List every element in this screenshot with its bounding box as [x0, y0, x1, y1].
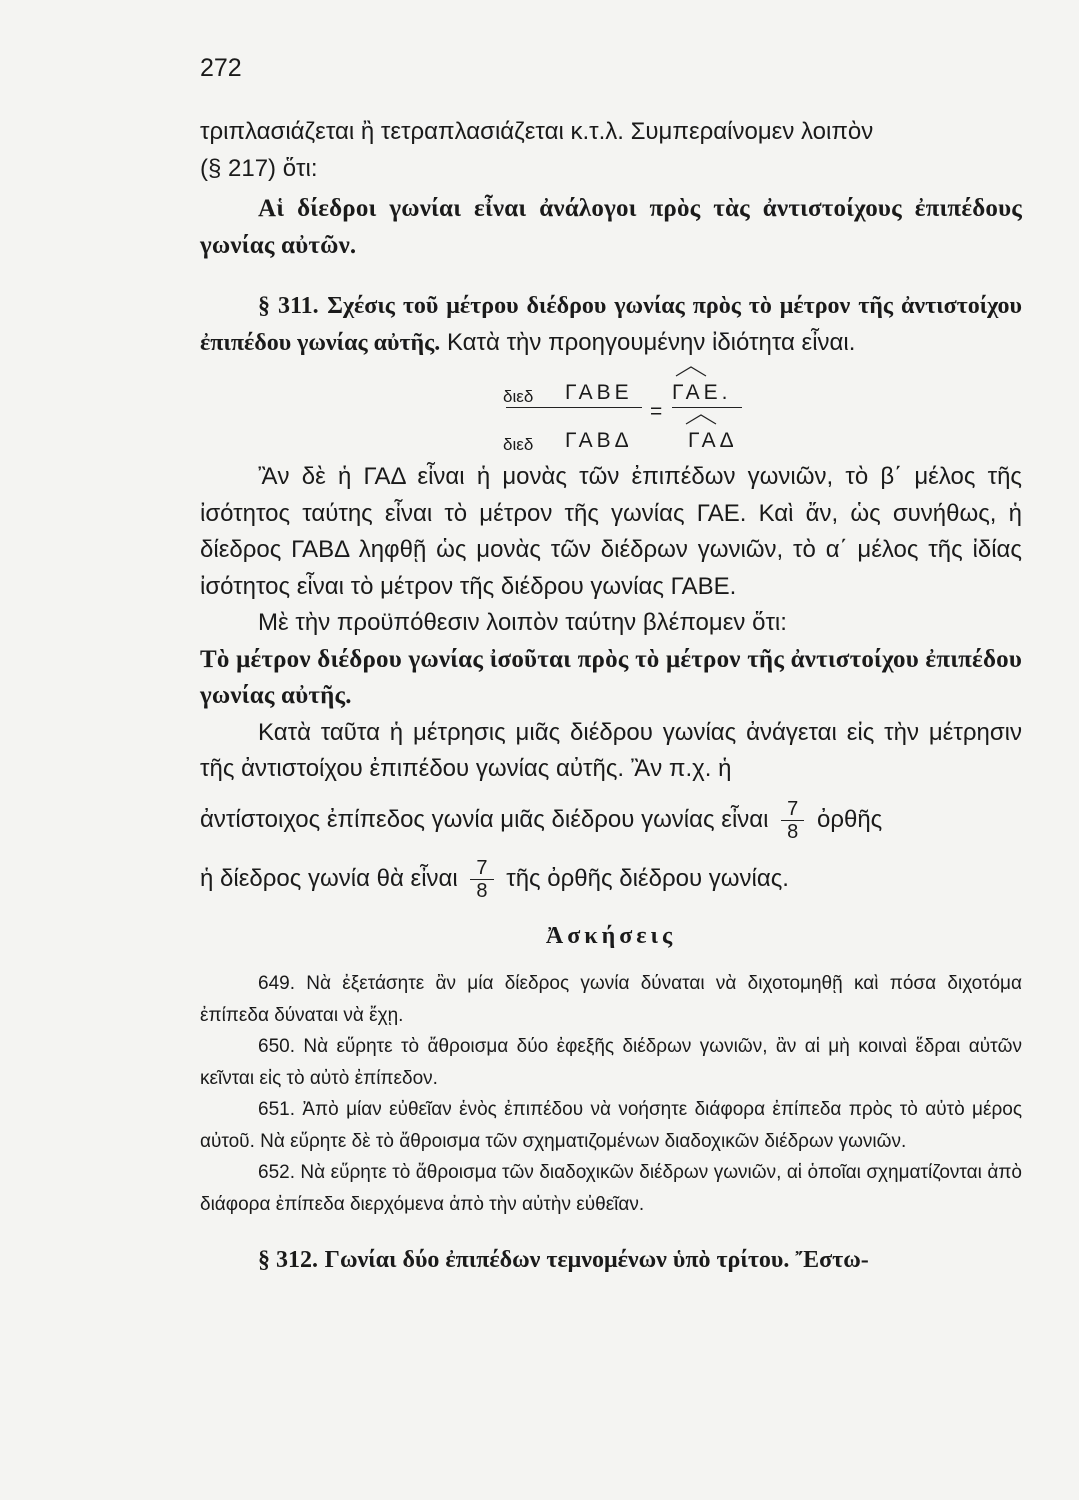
text-span: τῆς ὀρθῆς διέδρου γωνίας.: [506, 864, 789, 892]
fraction-seven-eighths: [781, 798, 804, 843]
fraction-numerator: 7: [470, 857, 493, 880]
section-title: Γωνίαι δύο ἐπιπέδων τεμνομένων ὑπὸ τρίτου. Ἔστω-: [324, 1247, 869, 1273]
section-title: Σχέσις τοῦ μέτρου διέδρου γωνίας πρὸς τὸ μέτρον τῆς ἀντιστοίχου ἐπιπέδου γωνίας αὐτῆς.: [200, 293, 1022, 356]
formula-num-left: ΓΑΒΕ: [565, 381, 633, 404]
formula-den-label: διεδ: [503, 435, 534, 454]
page-body: [200, 114, 1022, 1279]
formula-num-label: διεδ: [503, 387, 534, 406]
exercises-title: Ἀσκήσεις: [545, 922, 677, 949]
exercise-item: 652. Νὰ εὕρητε τὸ ἄθροισμα τῶν διαδοχικῶν διέδρων γωνιῶν, αἱ ὁποῖαι σχηματίζονται ἀπὸ διάφορα ἐπίπεδα διερχόμενα ἀπὸ τὴν αὐτὴν εὐθεῖαν.: [200, 1162, 1022, 1215]
text-span: ὀρθῆς: [816, 805, 883, 833]
exercise-list: [200, 968, 1022, 1220]
text-span: ἀντίστοιχος ἐπίπεδος γωνία μιᾶς διέδρου γωνίας εἶναι: [200, 805, 769, 833]
section-312: [200, 1242, 1022, 1279]
fraction-denominator: 8: [476, 879, 488, 902]
page-number: 272: [200, 54, 242, 82]
ratio-formula: [200, 365, 1022, 453]
fraction-denominator: 8: [787, 820, 799, 843]
paragraph: Κατὰ ταῦτα ἡ μέτρησις μιᾶς διέδρου γωνίας ἀνάγεται εἰς τὴν μέτρησιν τῆς ἀντιστοίχου ἐπιπέδου γωνίας αὐτῆς. Ἂν π.χ. ἡ: [200, 718, 1022, 782]
section-311: [200, 288, 1022, 361]
exercise-item: 651. Ἀπὸ μίαν εὐθεῖαν ἑνὸς ἐπιπέδου νὰ νοήσητε διάφορα ἐπίπεδα πρὸς τὸ αὐτὸ μέρος αὐτοῦ. Νὰ εὕρητε δὲ τὸ ἄθροισμα τῶν σχηματιζομένων διαδοχικῶν διέδρων γωνιῶν.: [200, 1099, 1022, 1152]
formula-den-right: ΓΑΔ: [688, 429, 738, 452]
formula-num-right: ΓΑΕ.: [672, 381, 732, 404]
fraction-bar: [672, 407, 742, 408]
section-text: Κατὰ τὴν προηγουμένην ἰδιότητα εἶναι.: [446, 328, 856, 356]
section-number: § 312.: [258, 1247, 318, 1273]
section-number: § 311.: [258, 293, 319, 319]
theorem-statement: Τὸ μέτρον διέδρου γωνίας ἰσοῦται πρὸς τὸ μέτρον τῆς ἀντιστοίχου ἐπιπέδου γωνίας αὐτῆς.: [200, 645, 1022, 709]
paragraph-with-fraction: [200, 798, 1022, 843]
fraction-bar: [506, 407, 642, 408]
text-span: ἡ δίεδρος γωνία θὰ εἶναι: [200, 864, 458, 892]
paragraph: Ἂν δὲ ἡ ΓΑΔ εἶναι ἡ μονὰς τῶν ἐπιπέδων γωνιῶν, τὸ β΄ μέλος τῆς ἰσότητος ταύτης εἶναι τὸ μέτρον τῆς γωνίας ΓΑΕ. Καὶ ἄν, ὡς συνήθως, ἡ δίεδρος ΓΑΒΔ ληφθῇ ὡς μονὰς τῶν διέδρων γωνιῶν, τὸ α΄ μέλος τῆς ἰδίας ἰσότητος εἶναι τὸ μέτρον τῆς διέδρου γωνίας ΓΑΒΕ.: [200, 463, 1022, 600]
paragraph-line: (§ 217) ὅτι:: [200, 154, 318, 182]
paragraph-line: τριπλασιάζεται ἢ τετραπλασιάζεται κ.τ.λ. Συμπεραίνομεν λοιπὸν: [200, 118, 874, 145]
theorem-statement: Αἱ δίεδροι γωνίαι εἶναι ἀνάλογοι πρὸς τὰς ἀντιστοίχους ἐπιπέδους γωνίας αὐτῶν.: [200, 195, 1022, 259]
paragraph-with-fraction: [200, 857, 1022, 902]
formula-den-left: ΓΑΒΔ: [565, 429, 633, 452]
paragraph: Μὲ τὴν προϋπόθεσιν λοιπὸν ταύτην βλέπομεν ὅτι:: [258, 609, 787, 636]
exercise-item: 650. Νὰ εὕρητε τὸ ἄθροισμα δύο ἐφεξῆς διέδρων γωνιῶν, ἂν αἱ μὴ κοιναὶ ἕδραι αὐτῶν κεῖνται εἰς τὸ αὐτὸ ἐπίπεδον.: [200, 1036, 1022, 1089]
fraction-numerator: 7: [781, 798, 804, 821]
equals-sign: =: [650, 400, 663, 423]
fraction-seven-eighths: [470, 857, 493, 902]
exercise-item: 649. Νὰ ἐξετάσητε ἂν μία δίεδρος γωνία δύναται νὰ διχοτομηθῇ καὶ πόσα διχοτόμα ἐπίπεδα δύναται νὰ ἔχῃ.: [200, 973, 1022, 1026]
